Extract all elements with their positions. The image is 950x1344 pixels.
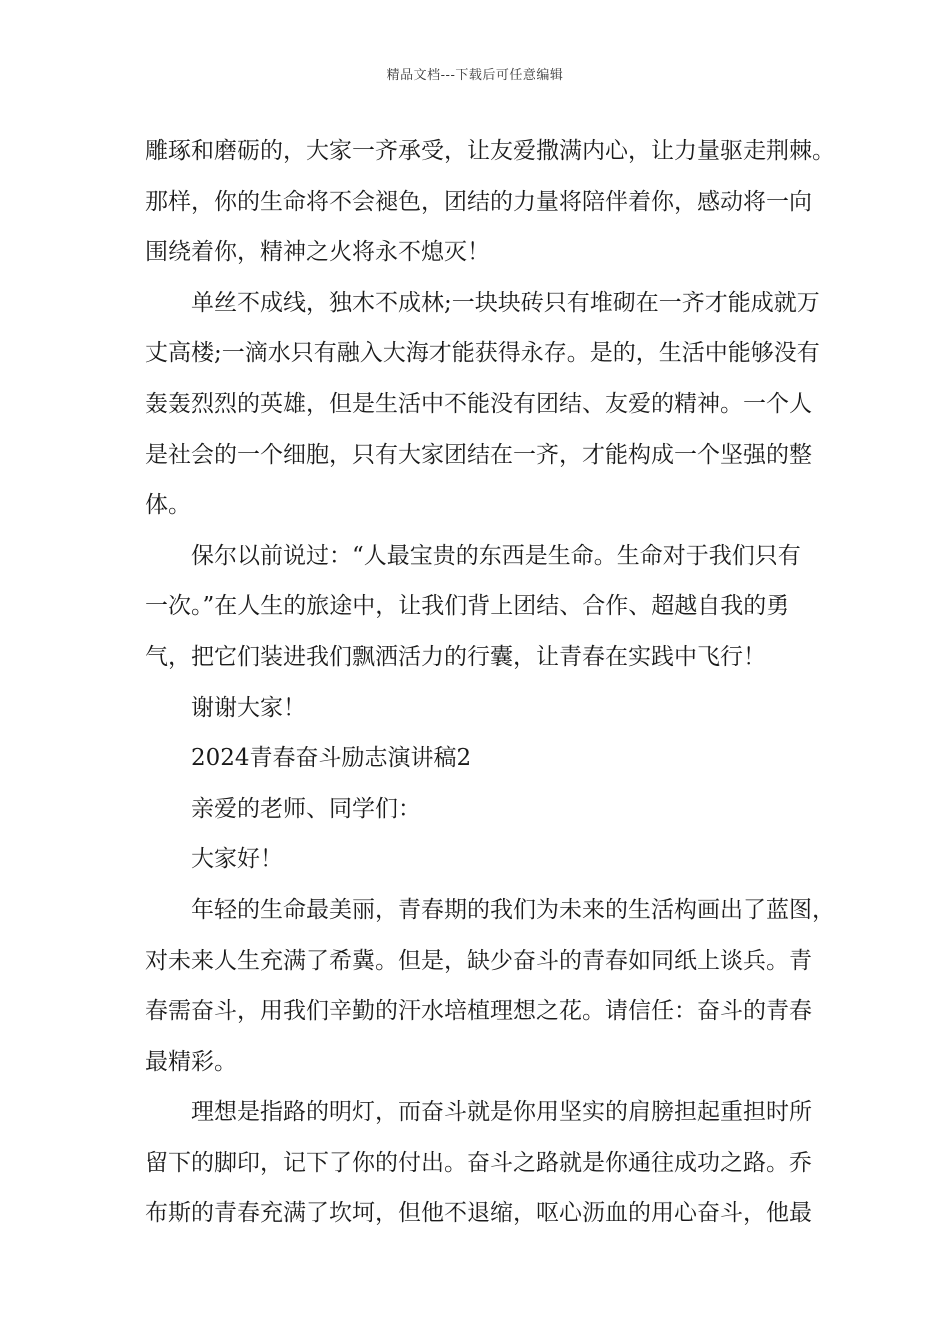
section-title: 2024青春奋斗励志演讲稿2 bbox=[191, 745, 472, 772]
text-line-6: 轰轰烈烈的英雄，但是生活中不能没有团结、友爱的精神。一个人 bbox=[145, 390, 812, 417]
text-line-20: 理想是指路的明灯，而奋斗就是你用坚实的肩膀担起重担时所 bbox=[191, 1099, 812, 1126]
text-line-5: 丈高楼;一滴水只有融入大海才能获得永存。是的，生活中能够没有 bbox=[145, 340, 820, 367]
text-line-22: 布斯的青春充满了坎坷，但他不退缩，呕心沥血的用心奋斗，他最 bbox=[145, 1200, 812, 1227]
text-line-10: 一次。”在人生的旅途中，让我们背上团结、合作、超越自我的勇 bbox=[145, 593, 790, 620]
text-line-7: 是社会的一个细胞，只有大家团结在一齐，才能构成一个坚强的整 bbox=[145, 441, 812, 468]
text-line-8: 体。 bbox=[145, 492, 191, 519]
document-body bbox=[145, 126, 835, 1239]
text-line-19: 最精彩。 bbox=[145, 1048, 237, 1075]
text-line-18: 春需奋斗，用我们辛勤的汗水培植理想之花。请信任：奋斗的青春 bbox=[145, 998, 812, 1025]
text-line-16: 年轻的生命最美丽，青春期的我们为未来的生活构画出了蓝图， bbox=[191, 896, 835, 923]
greeting: 大家好！ bbox=[191, 846, 283, 873]
text-line-9: 保尔以前说过：“人最宝贵的东西是生命。生命对于我们只有 bbox=[191, 542, 801, 569]
text-line-3: 围绕着你，精神之火将永不熄灭！ bbox=[145, 239, 490, 266]
salutation: 亲爱的老师、同学们： bbox=[191, 795, 421, 822]
page-header: 精品文档---下载后可任意编辑 bbox=[386, 68, 564, 83]
text-line-11: 气，把它们装进我们飘洒活力的行囊，让青春在实践中飞行！ bbox=[145, 643, 766, 670]
closing-thanks: 谢谢大家！ bbox=[191, 694, 306, 721]
text-line-21: 留下的脚印，记下了你的付出。奋斗之路就是你通往成功之路。乔 bbox=[145, 1149, 812, 1176]
text-line-2: 那样，你的生命将不会褪色，团结的力量将陪伴着你，感动将一向 bbox=[145, 188, 812, 215]
text-line-1: 雕琢和磨砺的，大家一齐承受，让友爱撒满内心，让力量驱走荆棘。 bbox=[145, 138, 835, 164]
text-line-4: 单丝不成线，独木不成林;一块块砖只有堆砌在一齐才能成就万 bbox=[191, 289, 820, 316]
text-line-17: 对未来人生充满了希冀。但是，缺少奋斗的青春如同纸上谈兵。青 bbox=[145, 947, 812, 974]
